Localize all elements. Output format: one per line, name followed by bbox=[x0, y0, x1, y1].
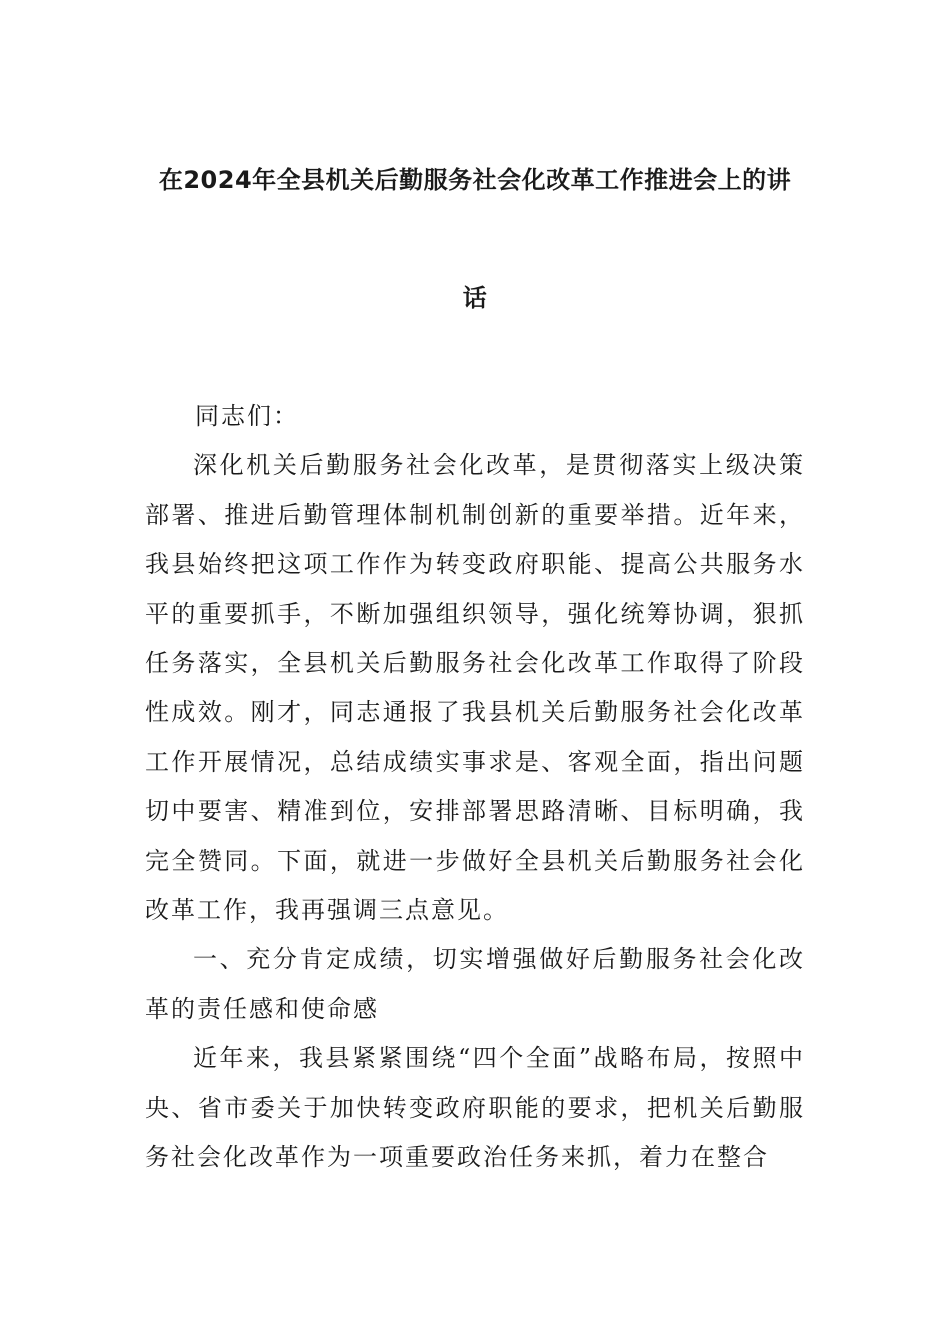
document-title-line-2: 话 bbox=[462, 284, 488, 312]
document-title-line-1: 在2024年全县机关后勤服务社会化改革工作推进会上的讲 bbox=[158, 166, 792, 194]
paragraph-section-1: 近年来，我县紧紧围绕“四个全面”战略布局，按照中央、省市委关于加快转变政府职能的要求，把机关后勤服务社会化改革作为一项重要政治任务来抓，着力在整合 bbox=[145, 1044, 805, 1172]
salutation: 同志们： bbox=[195, 402, 299, 430]
section-heading-1: 一、充分肯定成绩，切实增强做好后勤服务社会化改革的责任感和使命感 bbox=[145, 945, 805, 1023]
document-body bbox=[145, 392, 805, 1183]
paragraph-intro: 深化机关后勤服务社会化改革，是贯彻落实上级决策部署、推进后勤管理体制机制创新的重要举措。近年来，我县始终把这项工作作为转变政府职能、提高公共服务水平的重要抓手，不断加强组织领导，强化统筹协调，狠抓任务落实，全县机关后勤服务社会化改革工作取得了阶段性成效。刚才，同志通报了我县机关后勤服务社会化改革工作开展情况，总结成绩实事求是、客观全面，指出问题切中要害、精准到位，安排部署思路清晰、目标明确，我完全赞同。下面，就进一步做好全县机关后勤服务社会化改革工作，我再强调三点意见。 bbox=[145, 451, 805, 925]
